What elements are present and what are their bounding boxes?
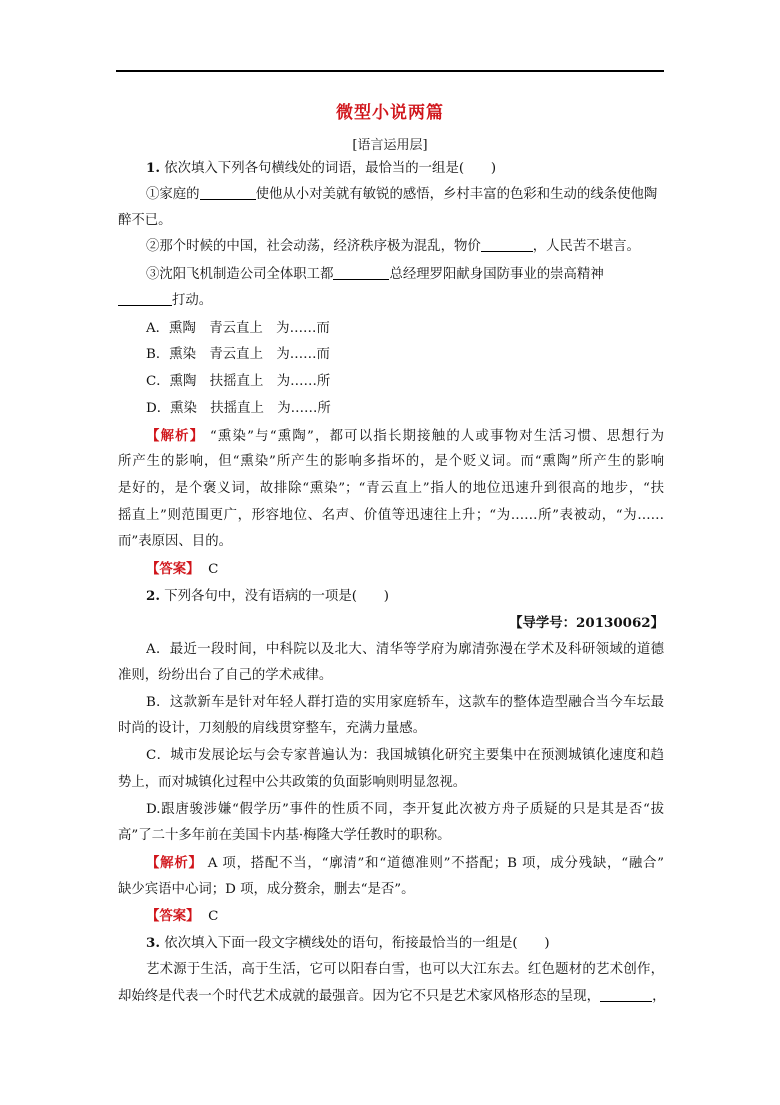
section-subtitle: [语言运用层] [352, 138, 428, 153]
q2-option-b-line-1: B．这款新车是针对年轻人群打造的实用家庭轿车，这款车的整体造型融合当今车坛最 [146, 695, 664, 710]
guide-number: 【导学号：20130062】 [509, 615, 664, 631]
q1-sentence-2: ②那个时候的中国，社会动荡，经济秩序极为混乱，物价 ，人民苦不堪言。 [146, 239, 640, 254]
q2-option-d-line-1: D.跟唐骏涉嫌“假学历”事件的性质不同，李开复此次被方舟子质疑的只是其是否“拔 [146, 802, 664, 817]
answer-label: 【答案】 [146, 908, 200, 924]
q1-analysis-line-1: 【解析】 “熏染”与“熏陶”，都可以指长期接触的人或事物对生活习惯、思想行为 [146, 428, 664, 444]
q3-passage-line-1: 艺术源于生活，高于生活，它可以阳春白雪，也可以大江东去。红色题材的艺术创作， [146, 962, 664, 977]
q1-option-b: B．熏染 青云直上 为……而 [146, 347, 330, 362]
page-title: 微型小说两篇 [336, 103, 444, 123]
answer-label: 【答案】 [146, 561, 200, 577]
q2-answer: 【答案】 C [146, 908, 219, 924]
q2-option-a-line-2: 准则，纷纷出台了自己的学术戒律。 [118, 668, 333, 683]
q1-answer: 【答案】 C [146, 561, 219, 577]
q2-option-a-line-1: A．最近一段时间，中科院以及北大、清华等学府为廓清弥漫在学术及科研领域的道德 [146, 642, 664, 657]
q1-analysis-line-5: 而”表原因、目的。 [118, 534, 232, 549]
q2-option-c-line-1: C．城市发展论坛与会专家普遍认为：我国城镇化研究主要集中在预测城镇化速度和趋 [146, 748, 664, 763]
q2-analysis-line-2: 缺少宾语中心词；D 项，成分赘余，删去“是否”。 [118, 882, 415, 897]
q1-stem: 1. 依次填入下列各句横线处的词语，最恰当的一组是( ) [146, 160, 497, 176]
q1-option-d: D．熏染 扶摇直上 为……所 [146, 401, 331, 416]
q1-sentence-3: ③沈阳飞机制造公司全体职工都 总经理罗阳献身国防事业的崇高精神 [146, 267, 604, 282]
q2-option-b-line-2: 时尚的设计，刀刻般的肩线贯穿整车，充满力量感。 [118, 721, 426, 736]
q2-analysis-line-1: 【解析】 A 项，搭配不当，“廓清”和“道德准则”不搭配；B 项，成分残缺，“融合” [146, 855, 664, 871]
fill-blank [600, 988, 652, 1002]
q2-option-c-line-2: 势上，而对城镇化过程中公共政策的负面影响则明显忽视。 [118, 775, 467, 790]
q1-option-c: C．熏陶 扶摇直上 为……所 [146, 374, 331, 389]
q1-sentence-1: ①家庭的 使他从小对美就有敏锐的感悟，乡村丰富的色彩和生动的线条使他陶 [146, 187, 658, 202]
q1-analysis-line-2: 所产生的影响，但“熏染”所产生的影响多指坏的，是个贬义词。而“熏陶”所产生的影响 [118, 454, 664, 469]
q2-stem: 2. 下列各句中，没有语病的一项是( ) [146, 588, 389, 604]
fill-blank [333, 266, 389, 280]
q1-analysis-line-4: 摇直上”则范围更广，形容地位、名声、价值等迅速往上升；“为……所”表被动，“为…… [118, 508, 664, 523]
analysis-label: 【解析】 [146, 428, 205, 444]
fill-blank [200, 186, 256, 200]
q3-stem: 3. 依次填入下面一段文字横线处的语句，衔接最恰当的一组是( ) [146, 935, 550, 951]
q1-sentence-3-cont: 打动。 [118, 292, 212, 310]
q1-analysis-line-3: 是好的，是个褒义词，故排除“熏染”；“青云直上”指人的地位迅速升到很高的地步，“扶 [118, 481, 664, 496]
q1-sentence-1-cont: 醉不已。 [118, 213, 172, 228]
fill-blank [481, 238, 533, 252]
q1-option-a: A．熏陶 青云直上 为……而 [146, 321, 330, 336]
analysis-label: 【解析】 [146, 855, 203, 871]
q2-option-d-line-2: 高”了二十多年前在美国卡内基·梅隆大学任教时的职称。 [118, 828, 451, 843]
header-rule [116, 70, 664, 72]
fill-blank [118, 292, 172, 306]
q3-passage-line-2: 却始终是代表一个时代艺术成就的最强音。因为它不只是艺术家风格形态的呈现， ， [118, 989, 666, 1004]
